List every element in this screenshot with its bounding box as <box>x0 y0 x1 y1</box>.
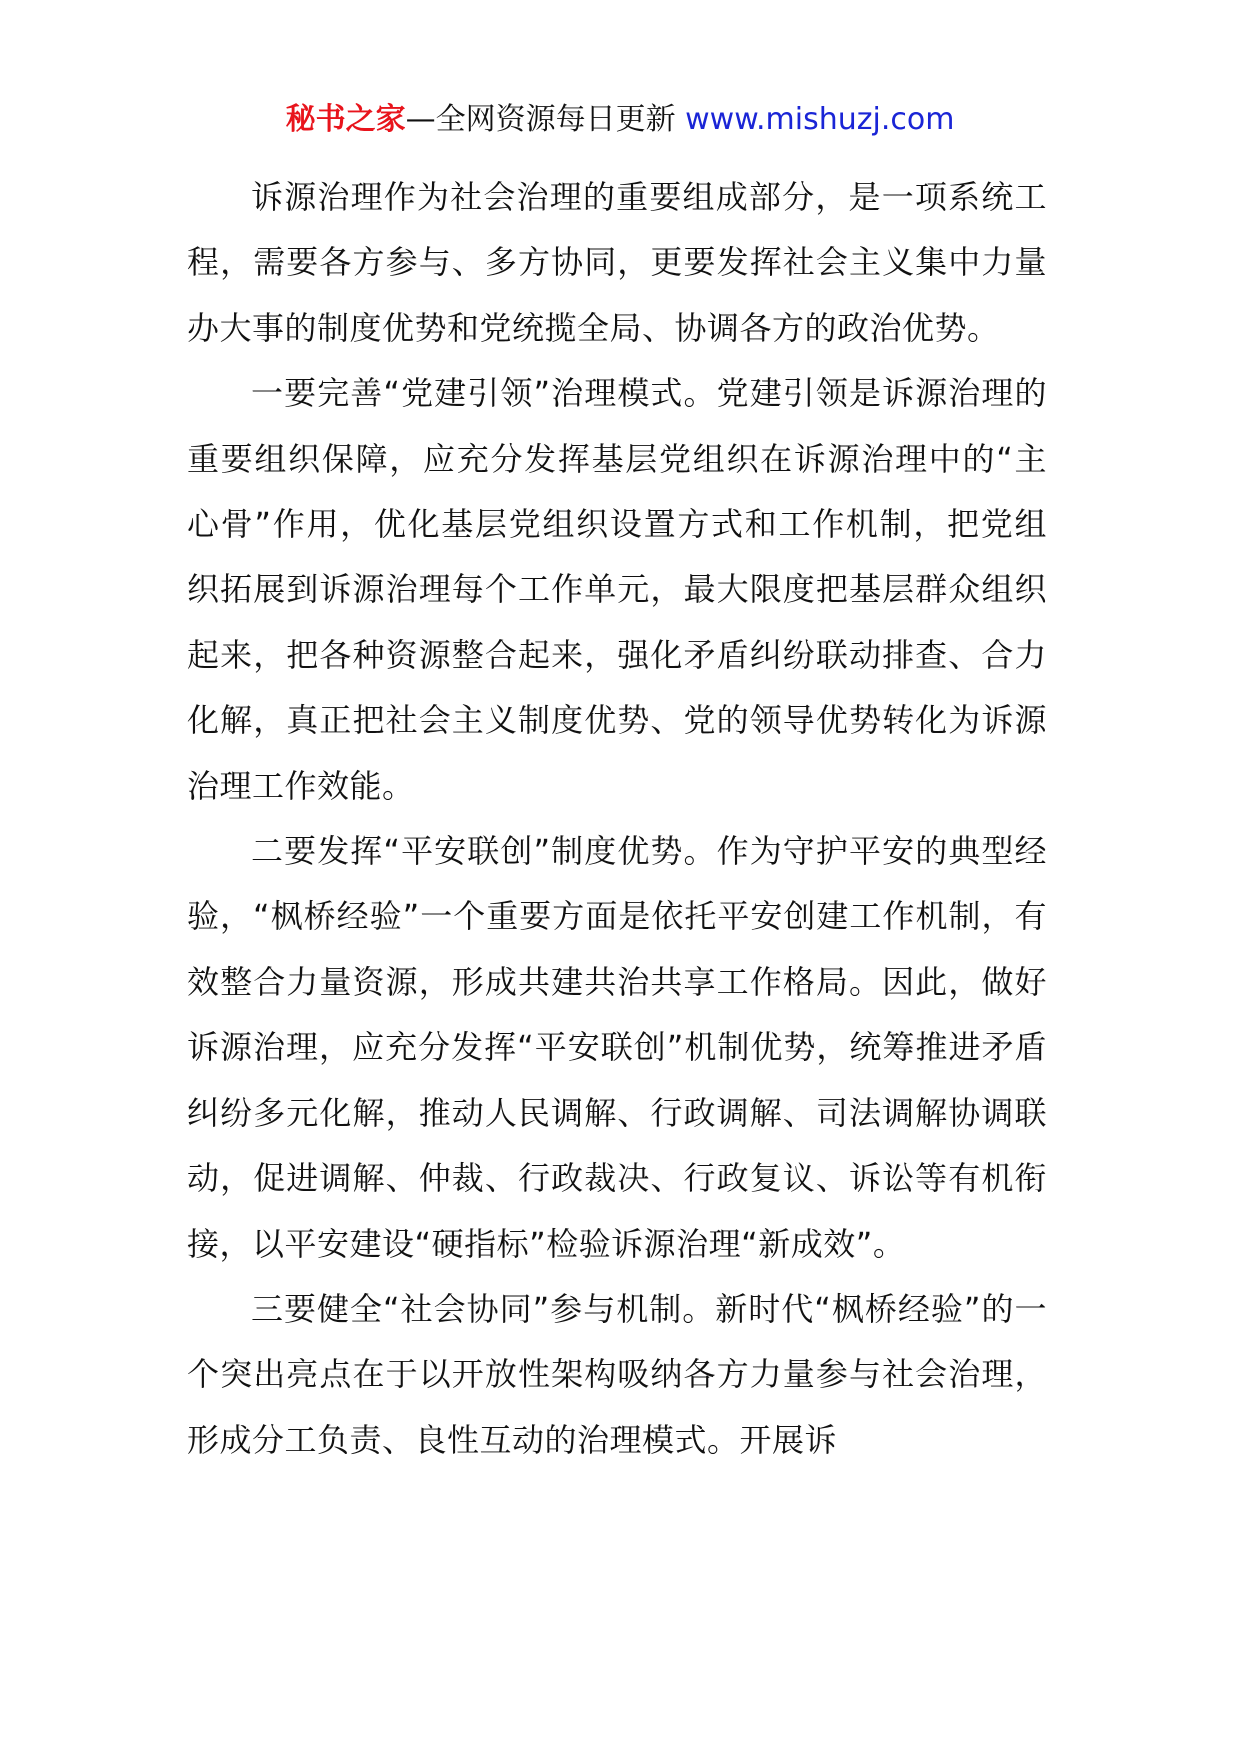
document-body <box>187 165 1047 1473</box>
header-tagline: —全网资源每日更新 <box>405 102 676 137</box>
site-url-link[interactable]: www.mishuzj.com <box>685 102 955 137</box>
paragraph-social-coordination: 三要健全“社会协同”参与机制。新时代“枫桥经验”的一个突出亮点在于以开放性架构吸纳各方力量参与社会治理，形成分工负责、良性互动的治理模式。开展诉 <box>187 1289 1047 1459</box>
paragraph-safety-co-creation: 二要发挥“平安联创”制度优势。作为守护平安的典型经验，“枫桥经验”一个重要方面是依托平安创建工作机制，有效整合力量资源，形成共建共治共享工作格局。因此，做好诉源治理，应充分发挥“平安联创”机制优势，统筹推进矛盾纠纷多元化解，推动人民调解、行政调解、司法调解协调联动，促进调解、仲裁、行政裁决、行政复议、诉讼等有机衔接，以平安建设“硬指标”检验诉源治理“新成效”。 <box>187 832 1047 1263</box>
paragraph-party-building: 一要完善“党建引领”治理模式。党建引领是诉源治理的重要组织保障，应充分发挥基层党组织在诉源治理中的“主心骨”作用，优化基层党组织设置方式和工作机制，把党组织拓展到诉源治理每个工作单元，最大限度把基层群众组织起来，把各种资源整合起来，强化矛盾纠纷联动排查、合力化解，真正把社会主义制度优势、党的领导优势转化为诉源治理工作效能。 <box>187 374 1047 805</box>
brand-name: 秘书之家 <box>285 102 406 137</box>
watermark-header <box>0 100 1240 140</box>
paragraph-intro: 诉源治理作为社会治理的重要组成部分，是一项系统工程，需要各方参与、多方协同，更要发挥社会主义集中力量办大事的制度优势和党统揽全局、协调各方的政治优势。 <box>187 178 1047 347</box>
